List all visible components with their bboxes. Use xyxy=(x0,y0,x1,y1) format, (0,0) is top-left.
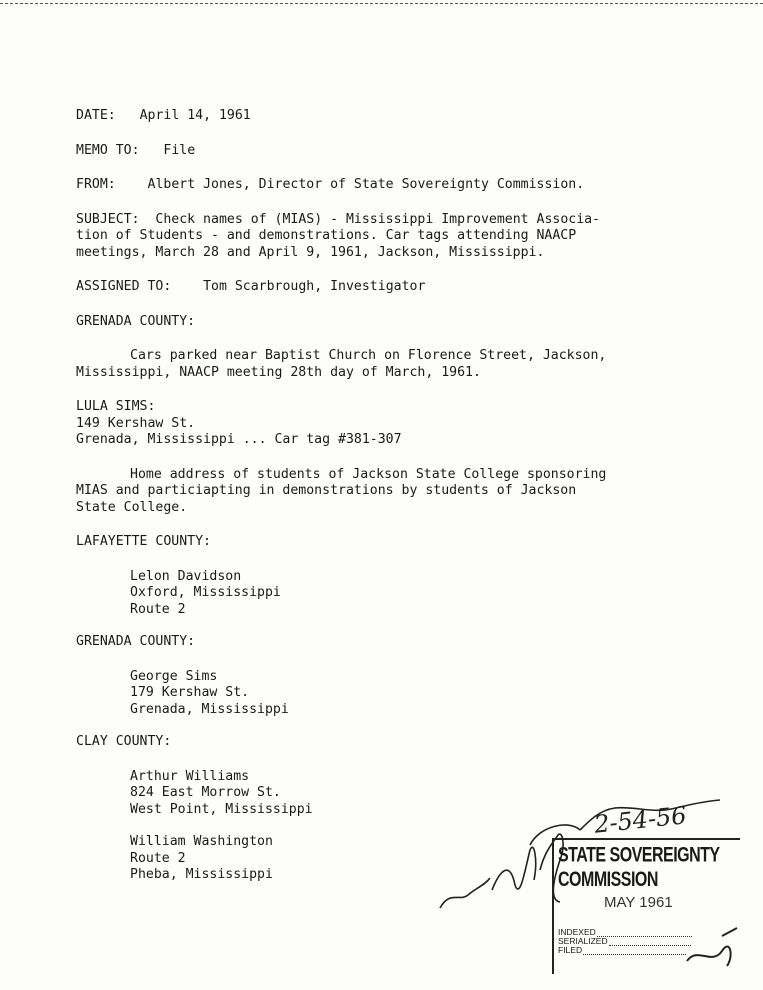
from-label: FROM: xyxy=(76,177,116,192)
subject-block xyxy=(76,212,676,262)
paragraph-line: Mississippi, NAACP meeting 28th day of March, 1961. xyxy=(76,364,481,380)
assigned-label: ASSIGNED TO: xyxy=(76,279,172,294)
paragraph-line: State College. xyxy=(76,499,188,515)
paragraph-line: Cars parked near Baptist Church on Florence Street, Jackson, xyxy=(130,348,607,363)
address-line: Route 2 xyxy=(130,850,186,866)
handwritten-file-number: 2-54-56 xyxy=(592,801,688,839)
address-line: 824 East Morrow St. xyxy=(130,785,281,800)
subject-line-1: Check names of (MIAS) - Mississippi Improvement Associa- xyxy=(155,211,601,227)
county-heading-grenada-2: GRENADA COUNTY: xyxy=(76,634,196,649)
county-heading-clay: CLAY COUNTY: xyxy=(76,734,172,749)
address-line: Route 2 xyxy=(130,601,186,617)
date-value: April 14, 1961 xyxy=(139,108,251,123)
from-row xyxy=(76,177,676,194)
subject-label: SUBJECT: xyxy=(76,211,140,227)
memo-to-row xyxy=(76,143,676,160)
top-border-line xyxy=(0,3,763,4)
county-heading-grenada-1: GRENADA COUNTY: xyxy=(76,313,196,329)
stamp-date: MAY 1961 xyxy=(604,894,673,911)
stamp-initials-scribble xyxy=(682,926,742,972)
lula-sims-street: 149 Kershaw St. xyxy=(76,415,196,431)
subject-line-3: meetings, March 28 and April 9, 1961, Jackson, Mississippi. xyxy=(76,244,545,260)
address-block-george-sims xyxy=(130,669,676,719)
paragraph-cars-parked xyxy=(76,348,676,381)
paragraph-line: MIAS and particiapting in demonstrations by students of Jackson xyxy=(76,483,577,498)
date-row xyxy=(76,108,676,125)
paragraph-home-address xyxy=(76,467,676,517)
memo-to-value: File xyxy=(163,142,196,158)
lula-sims-name: LULA SIMS: xyxy=(76,399,156,414)
stamp-filed-label: FILED xyxy=(558,945,583,955)
address-line: West Point, Mississippi xyxy=(130,801,313,817)
memo-to-label: MEMO TO: xyxy=(76,142,140,158)
lula-sims-city-tag: Grenada, Mississippi ... Car tag #381-307 xyxy=(76,432,402,447)
address-line: Oxford, Mississippi xyxy=(130,585,281,600)
memo-document xyxy=(76,108,676,900)
address-line: Grenada, Mississippi xyxy=(130,701,289,717)
commission-received-stamp xyxy=(552,838,740,974)
assigned-row xyxy=(76,279,676,296)
stamp-indexed-label: INDEXED xyxy=(558,927,596,937)
address-line: Arthur Williams xyxy=(130,768,250,784)
county-heading-lafayette: LAFAYETTE COUNTY: xyxy=(76,534,211,549)
address-line: Lelon Davidson xyxy=(130,568,242,584)
lula-sims-block xyxy=(76,399,676,449)
subject-line-2: tion of Students - and demonstrations. Car tags attending NAACP xyxy=(76,228,577,243)
date-label: DATE: xyxy=(76,108,116,123)
address-line: Pheba, Mississippi xyxy=(130,867,273,882)
address-line: William Washington xyxy=(130,834,273,849)
address-block-davidson xyxy=(130,569,676,619)
paragraph-line: Home address of students of Jackson State College sponsoring xyxy=(130,466,607,482)
stamp-title: STATE SOVEREIGNTY COMMISSION xyxy=(558,844,720,892)
stamp-index-lines xyxy=(558,928,692,955)
address-line: George Sims xyxy=(130,668,218,684)
address-line: 179 Kershaw St. xyxy=(130,685,250,700)
from-value: Albert Jones, Director of State Sovereignty Commission. xyxy=(147,177,585,192)
assigned-value: Tom Scarbrough, Investigator xyxy=(203,279,426,294)
stamp-serialized-label: SERIALIZED xyxy=(558,936,608,946)
